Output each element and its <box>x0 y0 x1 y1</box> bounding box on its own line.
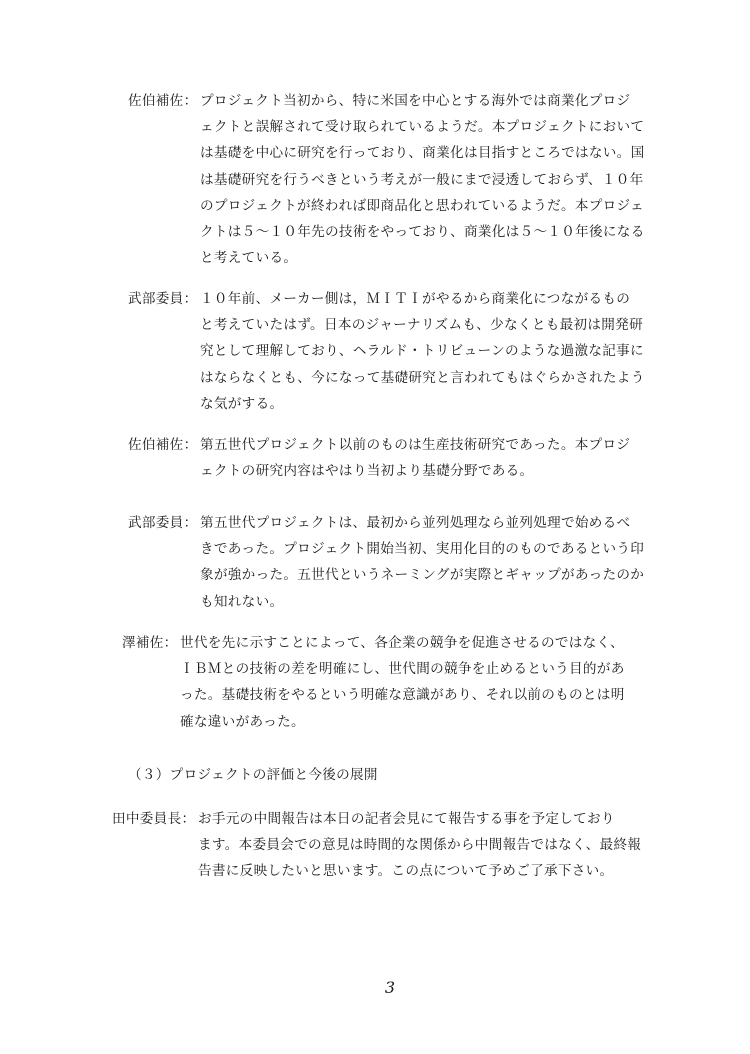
entry-line: ェクトの研究内容はやはり当初より基礎分野である。 <box>200 463 534 480</box>
entry-line: 象が強かった。五世代というネーミングが実際とギャップがあったのか <box>200 567 645 584</box>
dialogue-entry <box>128 432 630 484</box>
entry-line: 世代を先に示すことによって、各企業の競争を促進させるのではなく、 <box>180 635 625 651</box>
entry-line: のプロジェクトが終われば即商品化と思われているようだ。本プロジェ <box>200 197 645 214</box>
entry-line: ェクトと誤解されて受け取られているようだ。本プロジェクトにおいて <box>200 119 645 136</box>
section-heading: （３）プロジェクトの評価と今後の展開 <box>128 767 378 783</box>
speaker-label: 佐伯補佐： <box>128 437 198 453</box>
entry-line: ＩＢＭとの技術の差を明確にし、世代間の競争を止めるという目的があ <box>180 661 625 678</box>
speaker-label: 澤補佐： <box>122 635 178 651</box>
entry-line: ます。本委員会での意見は時間的な関係から中間報告ではなく、最終報 <box>198 837 642 854</box>
entry-line: は基礎研究を行うべきという考えが一般にまで浸透しておらず、１０年 <box>200 171 644 188</box>
entry-line: な気がする。 <box>200 395 284 412</box>
entry-line: プロジェクト当初から、特に米国を中心とする海外では商業化プロジ <box>200 93 631 109</box>
entry-line: と考えている。 <box>200 250 298 267</box>
dialogue-entry <box>128 286 645 417</box>
entry-line: お手元の中間報告は本日の記者会見にて報告する事を予定しており <box>198 811 615 827</box>
entry-line: クトは５～１０年先の技術をやっており、商業化は５～１０年後になる <box>200 223 645 240</box>
entry-line: はならなくとも、今になって基礎研究と言われてもはぐらかされたよう <box>200 369 645 386</box>
dialogue-entry <box>128 88 645 271</box>
entry-line: は基礎を中心に研究を行っており、商業化は目指すところではない。国 <box>200 145 645 162</box>
speaker-label: 武部委員： <box>128 515 198 531</box>
entry-line: 第五世代プロジェクト以前のものは生産技術研究であった。本プロジ <box>200 437 631 453</box>
entry-line: 究として理解しており、ヘラルド・トリビューンのような過激な記事に <box>200 343 644 360</box>
speaker-label: 武部委員： <box>128 291 198 307</box>
entry-line: も知れない。 <box>200 593 284 610</box>
entry-line: 確な違いがあった。 <box>180 713 305 730</box>
entry-line: きであった。プロジェクト開始当初、実用化目的のものであるという印 <box>200 541 645 558</box>
dialogue-entry <box>128 510 644 615</box>
speaker-label: 田中委員長： <box>112 811 196 827</box>
entry-line: 第五世代プロジェクトは、最初から並列処理なら並列処理で始めるべ <box>200 515 631 531</box>
entry-line: った。基礎技術をやるという明確な意識があり、それ以前のものとは明 <box>180 687 625 704</box>
entry-line: と考えていたはず。日本のジャーナリズムも、少なくとも最初は開発研 <box>200 317 643 334</box>
speaker-label: 佐伯補佐： <box>128 93 198 109</box>
dialogue-entry <box>112 806 641 885</box>
entry-line: 告書に反映したいと思います。この点について予めご了承下さい。 <box>198 863 614 880</box>
entry-line: １０年前、メーカー側は，ＭＩＴＩがやるから商業化につながるもの <box>200 291 631 307</box>
page-number: 3 <box>384 978 396 997</box>
dialogue-entry <box>122 630 625 735</box>
